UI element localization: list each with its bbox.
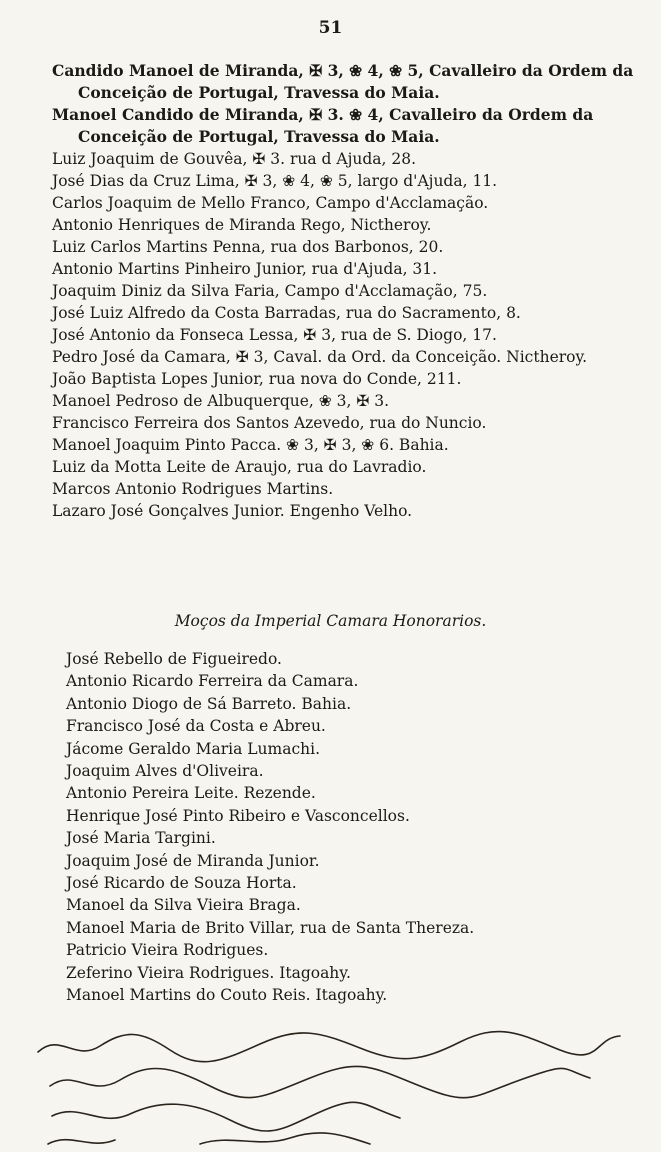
honorary-entry: Manoel da Silva Vieira Braga. <box>66 896 301 915</box>
entry-list <box>52 60 643 522</box>
honorary-entry: Manoel Maria de Brito Villar, rua de Santa Thereza. <box>66 918 475 937</box>
handwritten-line-2 <box>50 1066 590 1097</box>
page-number: 51 <box>318 18 343 38</box>
honorary-entry: Patricio Vieira Rodrigues. <box>66 941 269 960</box>
list-entry: Luiz da Motta Leite de Araujo, rua do Lavradio. <box>52 458 427 476</box>
honorary-entry: Zeferino Vieira Rodrigues. Itagoahy. <box>66 963 351 982</box>
list-entry: Manoel Candido de Miranda, ✠ 3. ❀ 4, Cavalleiro da Ordem da Conceição de Portugal, Travessa do Maia. <box>52 105 594 146</box>
handwritten-line-3 <box>52 1102 400 1131</box>
list-entry: José Dias da Cruz Lima, ✠ 3, ❀ 4, ❀ 5, largo d'Ajuda, 11. <box>52 172 498 190</box>
list-entry: Antonio Henriques de Miranda Rego, Nictheroy. <box>52 216 432 234</box>
list-entry: Francisco Ferreira dos Santos Azevedo, rua do Nuncio. <box>52 414 487 432</box>
list-entry: Candido Manoel de Miranda, ✠ 3, ❀ 4, ❀ 5, Cavalleiro da Ordem da Conceição de Portugal, Travessa do Maia. <box>52 61 634 102</box>
section-heading: Moços da Imperial Camara Honorarios. <box>174 612 487 630</box>
honorary-entry: Francisco José da Costa e Abreu. <box>66 717 326 736</box>
honorary-entry: José Rebello de Figueiredo. <box>66 650 282 668</box>
honorary-entry: José Maria Targini. <box>66 829 216 848</box>
list-entry: João Baptista Lopes Junior, rua nova do Conde, 211. <box>52 370 462 388</box>
list-entry: José Antonio da Fonseca Lessa, ✠ 3, rua de S. Diogo, 17. <box>52 326 497 344</box>
honorary-entry: Manoel Martins do Couto Reis. Itagoahy. <box>66 986 388 1005</box>
list-entry: Luiz Joaquim de Gouvêa, ✠ 3. rua d Ajuda, 28. <box>52 150 417 168</box>
handwritten-line-4 <box>48 1133 370 1144</box>
list-entry: José Luiz Alfredo da Costa Barradas, rua do Sacramento, 8. <box>52 304 521 322</box>
list-entry: Carlos Joaquim de Mello Franco, Campo d'Acclamação. <box>52 194 489 212</box>
honorary-entry: Henrique José Pinto Ribeiro e Vasconcellos. <box>66 806 410 825</box>
honorary-list <box>66 648 643 1007</box>
list-entry: Pedro José da Camara, ✠ 3, Caval. da Ord. da Conceição. Nictheroy. <box>52 348 588 366</box>
honorary-entry: Antonio Ricardo Ferreira da Camara. <box>66 672 359 691</box>
honorary-entry: Antonio Pereira Leite. Rezende. <box>66 784 316 803</box>
honorary-entry: Joaquim Alves d'Oliveira. <box>66 762 264 781</box>
list-entry: Marcos Antonio Rodrigues Martins. <box>52 480 334 498</box>
list-entry: Luiz Carlos Martins Penna, rua dos Barbonos, 20. <box>52 238 444 256</box>
list-entry: Antonio Martins Pinheiro Junior, rua d'Ajuda, 31. <box>52 260 438 278</box>
honorary-entry: José Ricardo de Souza Horta. <box>66 874 297 893</box>
honorary-entry: Jácome Geraldo Maria Lumachi. <box>66 739 321 758</box>
handwritten-line-1 <box>38 1032 620 1062</box>
list-entry: Manoel Joaquim Pinto Pacca. ❀ 3, ✠ 3, ❀ 6. Bahia. <box>52 436 449 454</box>
handwritten-annotations <box>20 1028 650 1152</box>
list-entry: Joaquim Diniz da Silva Faria, Campo d'Acclamação, 75. <box>52 282 488 300</box>
honorary-entry: Antonio Diogo de Sá Barreto. Bahia. <box>66 694 352 713</box>
list-entry: Manoel Pedroso de Albuquerque, ❀ 3, ✠ 3. <box>52 392 390 410</box>
honorary-entry: Joaquim José de Miranda Junior. <box>66 851 320 870</box>
list-entry: Lazaro José Gonçalves Junior. Engenho Velho. <box>52 502 413 520</box>
